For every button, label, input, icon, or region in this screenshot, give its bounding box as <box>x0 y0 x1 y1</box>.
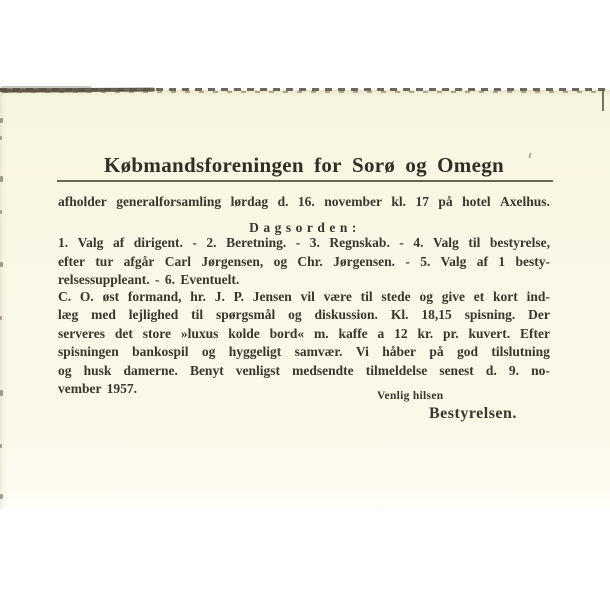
word: spisning. <box>464 307 516 322</box>
word: efter <box>58 254 85 269</box>
word: Jørgensen. <box>333 254 396 269</box>
word: - <box>192 235 197 250</box>
word: Beretning. <box>226 235 287 250</box>
word: a <box>377 326 385 341</box>
word: på <box>429 344 444 359</box>
edge-tear-mark <box>0 494 3 499</box>
notice-line <box>58 363 550 379</box>
agenda-heading: Dagsorden: <box>249 220 361 235</box>
word: besty- <box>515 254 550 269</box>
word: Købmandsforeningen <box>104 153 304 177</box>
word: et <box>473 289 485 304</box>
word: dirigent. <box>133 235 183 250</box>
word: øst <box>102 289 120 304</box>
word: Carl <box>164 254 191 269</box>
word: og <box>288 307 302 322</box>
word: kaffe <box>338 326 368 341</box>
word: - <box>399 235 404 250</box>
word: Vi <box>355 344 369 359</box>
word: Jensen <box>252 289 292 304</box>
word: spørgsmål <box>216 307 276 322</box>
word: bord« <box>269 326 305 341</box>
notice-line-last: vember 1957. <box>58 381 137 396</box>
edge-tear-mark <box>0 390 3 396</box>
word: 9. <box>508 363 520 378</box>
intro-line <box>58 194 550 210</box>
word: Regnskab. <box>329 235 390 250</box>
word: afgår <box>123 254 155 269</box>
title-underline-rule <box>57 180 553 182</box>
word: af <box>476 254 489 269</box>
word: 2. <box>206 235 217 250</box>
word: hr. <box>190 289 206 304</box>
word: generalforsamling <box>116 194 222 209</box>
word: Jørgensen, <box>201 254 264 269</box>
word: og <box>405 153 427 177</box>
word: J. <box>214 289 225 304</box>
word: venligst <box>235 363 281 378</box>
word: Der <box>528 307 550 322</box>
word: tur <box>95 254 114 269</box>
word: kolde <box>228 326 260 341</box>
word: ind- <box>526 289 550 304</box>
word: 1 <box>498 254 506 269</box>
word: 16. <box>297 194 315 209</box>
edge-tear-mark <box>0 210 2 214</box>
word: samvær. <box>294 344 343 359</box>
word: med <box>91 307 116 322</box>
word: vil <box>300 289 315 304</box>
agenda-line-last: relsessuppleant. - 6. Eventuelt. <box>58 272 240 287</box>
word: - <box>405 254 410 269</box>
word: Valg <box>77 235 104 250</box>
word: 1. <box>58 235 69 250</box>
word: hyggeligt <box>228 344 282 359</box>
word: spisningen <box>58 344 119 359</box>
edge-tear-mark <box>0 118 3 123</box>
word: C. <box>58 289 72 304</box>
word: Efter <box>520 326 550 341</box>
word: og <box>419 289 433 304</box>
word: kuvert. <box>468 326 511 341</box>
word: Omegn <box>437 153 504 177</box>
word: kr. <box>417 326 434 341</box>
word: 5. <box>420 254 431 269</box>
word: stede <box>381 289 411 304</box>
edge-tear-mark <box>0 262 3 267</box>
notice-line <box>58 326 550 342</box>
word: store <box>142 326 171 341</box>
word: pr. <box>443 326 459 341</box>
edge-tear-mark <box>0 176 3 182</box>
word: no- <box>531 363 550 378</box>
word: hotel <box>462 194 491 209</box>
word: god <box>457 344 479 359</box>
word: det <box>114 326 133 341</box>
word: husk <box>83 363 112 378</box>
word: 18,15 <box>421 307 452 322</box>
word: læg <box>58 307 79 322</box>
word: og <box>201 344 216 359</box>
word: af <box>112 235 125 250</box>
edge-tear-mark <box>0 136 2 140</box>
word: d. <box>485 363 497 378</box>
word: 12 <box>394 326 408 341</box>
word: afholder <box>58 194 107 209</box>
word: og <box>58 363 72 378</box>
word: Chr. <box>297 254 323 269</box>
word: diskussion. <box>314 307 378 322</box>
agenda-line <box>58 254 550 270</box>
word: kort <box>493 289 518 304</box>
word: på <box>438 194 453 209</box>
card-corner-mark <box>602 90 604 111</box>
word: bankospil <box>132 344 189 359</box>
word: 3. <box>309 235 320 250</box>
notice-line <box>58 289 550 305</box>
word: P. <box>233 289 244 304</box>
word: O. <box>79 289 94 304</box>
word: til <box>191 307 204 322</box>
word: medsendte <box>292 363 354 378</box>
card-title <box>104 152 504 178</box>
word: 17 <box>415 194 429 209</box>
word: give <box>441 289 465 304</box>
closing-salutation: Venlig hilsen <box>377 390 444 402</box>
word: og <box>273 254 288 269</box>
word: »luxus <box>180 326 219 341</box>
word: for <box>314 153 342 177</box>
word: damerne. <box>123 363 178 378</box>
closing-signature: Bestyrelsen. <box>429 405 517 422</box>
word: Kl. <box>390 307 409 322</box>
word: håber <box>382 344 416 359</box>
word: være <box>323 289 352 304</box>
word: senest <box>439 363 474 378</box>
word: serveres <box>58 326 105 341</box>
edge-tear-mark <box>0 316 2 320</box>
word: til <box>360 289 373 304</box>
word: m. <box>313 326 329 341</box>
edge-tear-mark <box>0 444 2 448</box>
word: - <box>295 235 301 250</box>
word: Sorø <box>351 153 396 177</box>
word: tilslutning <box>491 344 550 359</box>
word: lørdag <box>230 194 269 209</box>
word: Valg <box>440 254 467 269</box>
word: kl. <box>391 194 407 209</box>
word: tilmeldelse <box>365 363 428 378</box>
word: november <box>324 194 382 209</box>
word: Benyt <box>189 363 224 378</box>
word: d. <box>277 194 289 209</box>
word: Axelhus. <box>500 194 550 209</box>
perforation-solid-segment <box>0 88 155 93</box>
word: Valg <box>433 235 459 250</box>
word: til <box>468 235 481 250</box>
word: bestyrelse, <box>489 235 550 250</box>
agenda-line <box>58 235 550 251</box>
word: formand, <box>127 289 182 304</box>
notice-line <box>58 344 550 360</box>
word: 4. <box>413 235 424 250</box>
word: lejlighed <box>128 307 179 322</box>
notice-line <box>58 307 550 323</box>
